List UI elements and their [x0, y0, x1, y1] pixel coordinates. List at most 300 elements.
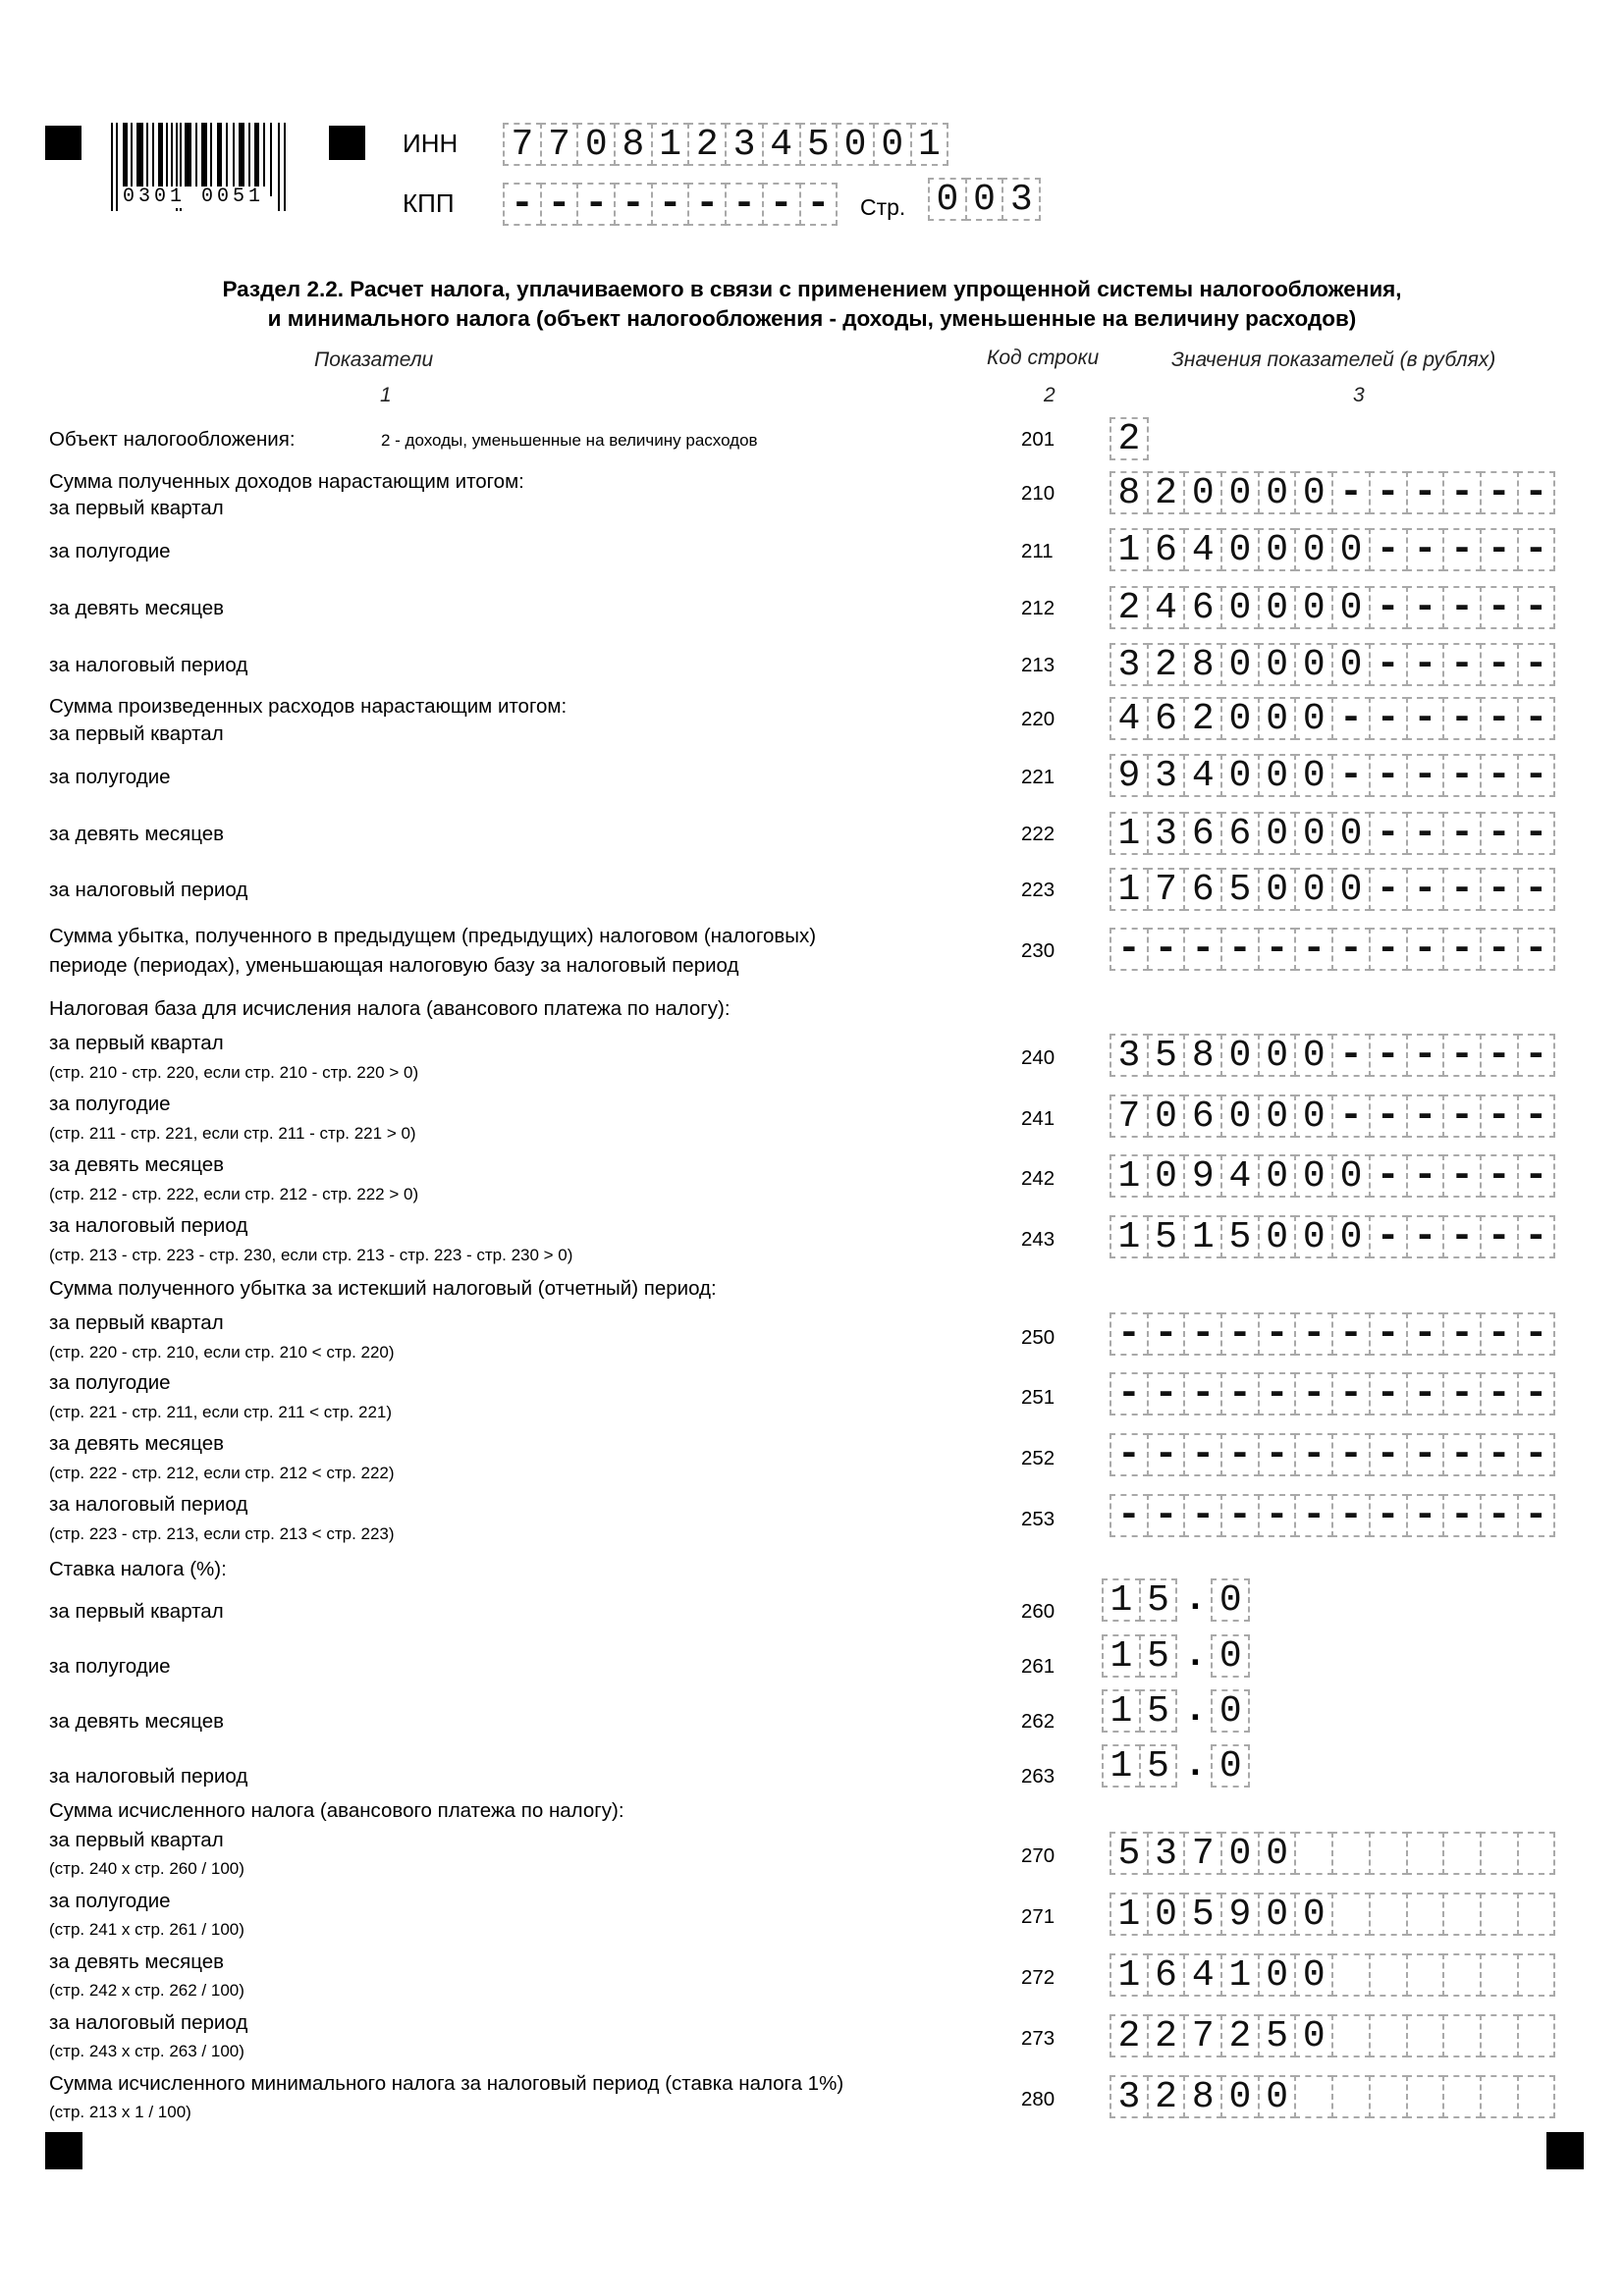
digit-cell[interactable]: 1: [1183, 1215, 1222, 1258]
value-field-280[interactable]: [1110, 2075, 1555, 2118]
value-field-230[interactable]: [1110, 928, 1555, 971]
digit-cell[interactable]: 4: [1147, 586, 1186, 629]
digit-cell[interactable]: 0: [1258, 754, 1297, 797]
digit-cell[interactable]: 7: [1147, 868, 1186, 911]
digit-cell[interactable]: -: [1442, 1433, 1482, 1476]
digit-cell[interactable]: -: [1110, 1312, 1149, 1356]
digit-cell[interactable]: -: [1369, 812, 1408, 855]
digit-cell[interactable]: -: [1220, 1312, 1260, 1356]
value-field-240[interactable]: [1110, 1034, 1555, 1077]
kpp-field[interactable]: [503, 183, 838, 226]
digit-cell[interactable]: 0: [1294, 1893, 1333, 1936]
digit-cell[interactable]: -: [1369, 1494, 1408, 1537]
digit-cell[interactable]: -: [1517, 928, 1556, 971]
digit-cell[interactable]: -: [687, 183, 727, 226]
digit-cell[interactable]: [1406, 2014, 1445, 2057]
digit-cell[interactable]: -: [1442, 1095, 1482, 1138]
digit-cell[interactable]: [1442, 2014, 1482, 2057]
digit-cell[interactable]: -: [1406, 868, 1445, 911]
digit-cell[interactable]: -: [1331, 471, 1371, 514]
digit-cell[interactable]: -: [1517, 1433, 1556, 1476]
digit-cell[interactable]: [1480, 2014, 1519, 2057]
digit-cell[interactable]: [1480, 1893, 1519, 1936]
digit-cell[interactable]: -: [1183, 1494, 1222, 1537]
digit-cell[interactable]: 1: [1110, 1953, 1149, 1997]
digit-cell[interactable]: -: [1480, 1034, 1519, 1077]
digit-cell[interactable]: 0: [1258, 1953, 1297, 1997]
digit-cell[interactable]: -: [1406, 528, 1445, 571]
digit-cell[interactable]: 0: [1294, 868, 1333, 911]
digit-cell[interactable]: -: [1517, 1312, 1556, 1356]
digit-cell[interactable]: -: [1369, 471, 1408, 514]
digit-cell[interactable]: -: [1369, 528, 1408, 571]
digit-cell[interactable]: 0: [1294, 697, 1333, 740]
digit-cell[interactable]: -: [1480, 928, 1519, 971]
digit-cell[interactable]: -: [1480, 1215, 1519, 1258]
digit-cell[interactable]: 8: [614, 123, 653, 166]
value-field-252[interactable]: [1110, 1433, 1555, 1476]
digit-cell[interactable]: [1517, 1953, 1556, 1997]
digit-cell[interactable]: 2: [1110, 417, 1149, 460]
digit-cell[interactable]: -: [1147, 1494, 1186, 1537]
digit-cell[interactable]: 0: [1258, 528, 1297, 571]
digit-cell[interactable]: -: [1406, 643, 1445, 686]
digit-cell[interactable]: -: [1517, 812, 1556, 855]
digit-cell[interactable]: -: [1294, 928, 1333, 971]
digit-cell[interactable]: -: [1442, 1154, 1482, 1198]
digit-cell[interactable]: 0: [965, 178, 1004, 221]
digit-cell[interactable]: 6: [1183, 868, 1222, 911]
digit-cell[interactable]: -: [1517, 1095, 1556, 1138]
digit-cell[interactable]: [1480, 1832, 1519, 1875]
digit-cell[interactable]: -: [540, 183, 579, 226]
digit-cell[interactable]: 4: [1110, 697, 1149, 740]
digit-cell[interactable]: -: [1480, 697, 1519, 740]
digit-cell[interactable]: 2: [1183, 697, 1222, 740]
digit-cell[interactable]: 8: [1183, 643, 1222, 686]
digit-cell[interactable]: -: [1220, 928, 1260, 971]
digit-cell[interactable]: 0: [1211, 1634, 1250, 1678]
digit-cell[interactable]: 0: [1258, 1832, 1297, 1875]
digit-cell[interactable]: [1442, 1953, 1482, 1997]
digit-cell[interactable]: -: [1258, 928, 1297, 971]
digit-cell[interactable]: 0: [1258, 2075, 1297, 2118]
rate-field-263[interactable]: [1102, 1744, 1250, 1788]
digit-cell[interactable]: -: [1183, 1372, 1222, 1415]
digit-cell[interactable]: 1: [910, 123, 949, 166]
digit-cell[interactable]: -: [1442, 643, 1482, 686]
digit-cell[interactable]: 0: [1220, 1095, 1260, 1138]
digit-cell[interactable]: 1: [651, 123, 690, 166]
digit-cell[interactable]: 1: [1102, 1634, 1141, 1678]
digit-cell[interactable]: [1369, 2075, 1408, 2118]
digit-cell[interactable]: -: [1258, 1494, 1297, 1537]
digit-cell[interactable]: -: [1480, 754, 1519, 797]
digit-cell[interactable]: -: [1517, 754, 1556, 797]
digit-cell[interactable]: -: [1480, 1372, 1519, 1415]
digit-cell[interactable]: 4: [762, 123, 801, 166]
digit-cell[interactable]: 2: [1220, 2014, 1260, 2057]
digit-cell[interactable]: -: [1331, 1494, 1371, 1537]
digit-cell[interactable]: 2: [687, 123, 727, 166]
digit-cell[interactable]: -: [576, 183, 616, 226]
digit-cell[interactable]: 0: [1294, 754, 1333, 797]
digit-cell[interactable]: -: [1480, 586, 1519, 629]
digit-cell[interactable]: 5: [1110, 1832, 1149, 1875]
digit-cell[interactable]: -: [1220, 1494, 1260, 1537]
digit-cell[interactable]: -: [1442, 1034, 1482, 1077]
digit-cell[interactable]: 7: [1183, 2014, 1222, 2057]
digit-cell[interactable]: 8: [1110, 471, 1149, 514]
digit-cell[interactable]: -: [651, 183, 690, 226]
digit-cell[interactable]: 0: [1331, 586, 1371, 629]
digit-cell[interactable]: 3: [1110, 643, 1149, 686]
digit-cell[interactable]: -: [1406, 928, 1445, 971]
digit-cell[interactable]: [1442, 1893, 1482, 1936]
digit-cell[interactable]: 5: [1220, 1215, 1260, 1258]
digit-cell[interactable]: -: [1369, 1154, 1408, 1198]
digit-cell[interactable]: 6: [1147, 528, 1186, 571]
digit-cell[interactable]: -: [1442, 812, 1482, 855]
digit-cell[interactable]: -: [1406, 586, 1445, 629]
value-field-250[interactable]: [1110, 1312, 1555, 1356]
digit-cell[interactable]: -: [1517, 1372, 1556, 1415]
value-field-213[interactable]: [1110, 643, 1555, 686]
digit-cell[interactable]: -: [1480, 1095, 1519, 1138]
digit-cell[interactable]: 9: [1220, 1893, 1260, 1936]
digit-cell[interactable]: 1: [1110, 1215, 1149, 1258]
digit-cell[interactable]: -: [1369, 586, 1408, 629]
digit-cell[interactable]: 5: [799, 123, 839, 166]
digit-cell[interactable]: -: [1369, 1312, 1408, 1356]
digit-cell[interactable]: -: [1294, 1494, 1333, 1537]
value-field-272[interactable]: [1110, 1953, 1555, 1997]
digit-cell[interactable]: [1331, 1893, 1371, 1936]
digit-cell[interactable]: -: [1147, 1433, 1186, 1476]
digit-cell[interactable]: -: [1442, 754, 1482, 797]
value-field-270[interactable]: [1110, 1832, 1555, 1875]
digit-cell[interactable]: 0: [1147, 1893, 1186, 1936]
digit-cell[interactable]: 0: [1220, 1832, 1260, 1875]
digit-cell[interactable]: -: [1406, 812, 1445, 855]
digit-cell[interactable]: -: [1442, 697, 1482, 740]
digit-cell[interactable]: -: [1517, 1034, 1556, 1077]
digit-cell[interactable]: 8: [1183, 2075, 1222, 2118]
digit-cell[interactable]: -: [614, 183, 653, 226]
digit-cell[interactable]: -: [1517, 697, 1556, 740]
digit-cell[interactable]: 0: [1294, 643, 1333, 686]
digit-cell[interactable]: [1517, 2014, 1556, 2057]
digit-cell[interactable]: 7: [540, 123, 579, 166]
digit-cell[interactable]: -: [1480, 868, 1519, 911]
digit-cell[interactable]: 0: [1331, 868, 1371, 911]
digit-cell[interactable]: 8: [1183, 1034, 1222, 1077]
digit-cell[interactable]: 0: [1220, 754, 1260, 797]
digit-cell[interactable]: -: [1369, 928, 1408, 971]
digit-cell[interactable]: [1517, 1832, 1556, 1875]
digit-cell[interactable]: 0: [1183, 471, 1222, 514]
digit-cell[interactable]: -: [762, 183, 801, 226]
digit-cell[interactable]: [1442, 1832, 1482, 1875]
digit-cell[interactable]: 1: [1102, 1578, 1141, 1622]
digit-cell[interactable]: [1480, 1953, 1519, 1997]
digit-cell[interactable]: -: [1331, 754, 1371, 797]
digit-cell[interactable]: 6: [1220, 812, 1260, 855]
digit-cell[interactable]: -: [1406, 754, 1445, 797]
digit-cell[interactable]: 0: [1258, 868, 1297, 911]
digit-cell[interactable]: 5: [1139, 1744, 1178, 1788]
digit-cell[interactable]: -: [1369, 1215, 1408, 1258]
digit-cell[interactable]: 3: [1110, 2075, 1149, 2118]
digit-cell[interactable]: -: [1517, 1154, 1556, 1198]
digit-cell[interactable]: 1: [1110, 1893, 1149, 1936]
digit-cell[interactable]: 3: [1147, 754, 1186, 797]
digit-cell[interactable]: 5: [1258, 2014, 1297, 2057]
digit-cell[interactable]: -: [799, 183, 839, 226]
digit-cell[interactable]: -: [1183, 1312, 1222, 1356]
digit-cell[interactable]: 5: [1139, 1689, 1178, 1733]
digit-cell[interactable]: 2: [1147, 2075, 1186, 2118]
digit-cell[interactable]: [1331, 1953, 1371, 1997]
digit-cell[interactable]: -: [1258, 1372, 1297, 1415]
digit-cell[interactable]: -: [1517, 528, 1556, 571]
digit-cell[interactable]: -: [1480, 1312, 1519, 1356]
digit-cell[interactable]: 3: [1110, 1034, 1149, 1077]
digit-cell[interactable]: -: [1442, 586, 1482, 629]
digit-cell[interactable]: 4: [1183, 1953, 1222, 1997]
value-field-241[interactable]: [1110, 1095, 1555, 1138]
digit-cell[interactable]: [1369, 1953, 1408, 1997]
digit-cell[interactable]: 2: [1110, 586, 1149, 629]
digit-cell[interactable]: -: [1220, 1372, 1260, 1415]
digit-cell[interactable]: 0: [873, 123, 912, 166]
digit-cell[interactable]: -: [1480, 1154, 1519, 1198]
digit-cell[interactable]: -: [503, 183, 542, 226]
digit-cell[interactable]: -: [1480, 812, 1519, 855]
digit-cell[interactable]: 0: [1258, 697, 1297, 740]
digit-cell[interactable]: -: [1331, 1433, 1371, 1476]
digit-cell[interactable]: 1: [1102, 1744, 1141, 1788]
digit-cell[interactable]: -: [1110, 1494, 1149, 1537]
digit-cell[interactable]: -: [1406, 1154, 1445, 1198]
digit-cell[interactable]: 0: [576, 123, 616, 166]
digit-cell[interactable]: -: [1406, 1215, 1445, 1258]
digit-cell[interactable]: 0: [1258, 1215, 1297, 1258]
digit-cell[interactable]: 0: [1220, 1034, 1260, 1077]
digit-cell[interactable]: -: [1406, 697, 1445, 740]
digit-cell[interactable]: [1331, 1832, 1371, 1875]
digit-cell[interactable]: -: [1258, 1312, 1297, 1356]
value-field-223[interactable]: [1110, 868, 1555, 911]
digit-cell[interactable]: 9: [1110, 754, 1149, 797]
digit-cell[interactable]: 0: [1331, 1215, 1371, 1258]
digit-cell[interactable]: [1480, 2075, 1519, 2118]
value-field-251[interactable]: [1110, 1372, 1555, 1415]
digit-cell[interactable]: [1369, 1893, 1408, 1936]
digit-cell[interactable]: 5: [1139, 1634, 1178, 1678]
digit-cell[interactable]: 0: [1331, 1154, 1371, 1198]
digit-cell[interactable]: 1: [1102, 1689, 1141, 1733]
digit-cell[interactable]: -: [1369, 1433, 1408, 1476]
digit-cell[interactable]: 0: [1220, 2075, 1260, 2118]
digit-cell[interactable]: 0: [1294, 1215, 1333, 1258]
digit-cell[interactable]: 0: [928, 178, 967, 221]
digit-cell[interactable]: -: [1406, 1095, 1445, 1138]
digit-cell[interactable]: 0: [1258, 1034, 1297, 1077]
digit-cell[interactable]: -: [1442, 1312, 1482, 1356]
digit-cell[interactable]: 6: [1147, 697, 1186, 740]
digit-cell[interactable]: -: [1369, 868, 1408, 911]
digit-cell[interactable]: [1406, 1953, 1445, 1997]
digit-cell[interactable]: 0: [1294, 1154, 1333, 1198]
digit-cell[interactable]: -: [1369, 697, 1408, 740]
digit-cell[interactable]: 0: [1220, 697, 1260, 740]
value-field-220[interactable]: [1110, 697, 1555, 740]
digit-cell[interactable]: 1: [1110, 868, 1149, 911]
digit-cell[interactable]: 1: [1220, 1953, 1260, 1997]
digit-cell[interactable]: -: [1331, 1312, 1371, 1356]
value-field-211[interactable]: [1110, 528, 1555, 571]
digit-cell[interactable]: 0: [1147, 1095, 1186, 1138]
digit-cell[interactable]: 0: [1258, 586, 1297, 629]
rate-field-262[interactable]: [1102, 1689, 1250, 1733]
digit-cell[interactable]: [1294, 1832, 1333, 1875]
digit-cell[interactable]: 0: [1258, 1154, 1297, 1198]
digit-cell[interactable]: -: [1369, 754, 1408, 797]
digit-cell[interactable]: -: [1369, 643, 1408, 686]
digit-cell[interactable]: 4: [1183, 528, 1222, 571]
digit-cell[interactable]: -: [1406, 1494, 1445, 1537]
digit-cell[interactable]: 2: [1110, 2014, 1149, 2057]
digit-cell[interactable]: 0: [1220, 528, 1260, 571]
value-field-222[interactable]: [1110, 812, 1555, 855]
digit-cell[interactable]: -: [1147, 928, 1186, 971]
digit-cell[interactable]: -: [1369, 1372, 1408, 1415]
digit-cell[interactable]: 4: [1183, 754, 1222, 797]
digit-cell[interactable]: 5: [1183, 1893, 1222, 1936]
digit-cell[interactable]: 0: [1294, 2014, 1333, 2057]
digit-cell[interactable]: -: [1517, 1215, 1556, 1258]
digit-cell[interactable]: [1406, 1893, 1445, 1936]
digit-cell[interactable]: -: [1406, 1433, 1445, 1476]
digit-cell[interactable]: -: [1442, 928, 1482, 971]
digit-cell[interactable]: -: [1110, 1372, 1149, 1415]
digit-cell[interactable]: [1406, 1832, 1445, 1875]
digit-cell[interactable]: -: [1183, 1433, 1222, 1476]
digit-cell[interactable]: [1406, 2075, 1445, 2118]
digit-cell[interactable]: 9: [1183, 1154, 1222, 1198]
value-field-210[interactable]: [1110, 471, 1555, 514]
rate-field-261[interactable]: [1102, 1634, 1250, 1678]
value-field-242[interactable]: [1110, 1154, 1555, 1198]
digit-cell[interactable]: -: [1480, 1494, 1519, 1537]
digit-cell[interactable]: 0: [1294, 1953, 1333, 1997]
digit-cell[interactable]: 0: [1258, 471, 1297, 514]
digit-cell[interactable]: 3: [1001, 178, 1041, 221]
digit-cell[interactable]: 0: [1147, 1154, 1186, 1198]
digit-cell[interactable]: 6: [1147, 1953, 1186, 1997]
digit-cell[interactable]: 0: [1220, 471, 1260, 514]
digit-cell[interactable]: -: [1406, 1312, 1445, 1356]
digit-cell[interactable]: 5: [1220, 868, 1260, 911]
digit-cell[interactable]: 3: [725, 123, 764, 166]
value-field-243[interactable]: [1110, 1215, 1555, 1258]
digit-cell[interactable]: 0: [1211, 1744, 1250, 1788]
digit-cell[interactable]: 5: [1147, 1215, 1186, 1258]
digit-cell[interactable]: 0: [1294, 528, 1333, 571]
digit-cell[interactable]: 1: [1110, 528, 1149, 571]
digit-cell[interactable]: -: [1147, 1372, 1186, 1415]
digit-cell[interactable]: -: [1406, 1034, 1445, 1077]
digit-cell[interactable]: -: [1442, 1494, 1482, 1537]
digit-cell[interactable]: 2: [1147, 2014, 1186, 2057]
digit-cell[interactable]: -: [1331, 1095, 1371, 1138]
digit-cell[interactable]: -: [1294, 1433, 1333, 1476]
digit-cell[interactable]: -: [1220, 1433, 1260, 1476]
digit-cell[interactable]: -: [1480, 643, 1519, 686]
digit-cell[interactable]: 5: [1139, 1578, 1178, 1622]
digit-cell[interactable]: 0: [1211, 1578, 1250, 1622]
digit-cell[interactable]: 7: [1110, 1095, 1149, 1138]
digit-cell[interactable]: -: [1517, 868, 1556, 911]
digit-cell[interactable]: -: [1406, 471, 1445, 514]
digit-cell[interactable]: 0: [1331, 812, 1371, 855]
digit-cell[interactable]: 0: [836, 123, 875, 166]
digit-cell[interactable]: 7: [1183, 1832, 1222, 1875]
digit-cell[interactable]: -: [1442, 1215, 1482, 1258]
digit-cell[interactable]: -: [1369, 1095, 1408, 1138]
digit-cell[interactable]: [1369, 2014, 1408, 2057]
digit-cell[interactable]: -: [1331, 928, 1371, 971]
page-number-field[interactable]: [928, 178, 1041, 221]
digit-cell[interactable]: [1517, 1893, 1556, 1936]
digit-cell[interactable]: 0: [1258, 1893, 1297, 1936]
value-field-273[interactable]: [1110, 2014, 1555, 2057]
digit-cell[interactable]: [1517, 2075, 1556, 2118]
digit-cell[interactable]: 0: [1258, 643, 1297, 686]
digit-cell[interactable]: [1442, 2075, 1482, 2118]
digit-cell[interactable]: -: [1369, 1034, 1408, 1077]
digit-cell[interactable]: -: [1331, 697, 1371, 740]
digit-cell[interactable]: -: [1480, 1433, 1519, 1476]
digit-cell[interactable]: [1331, 2014, 1371, 2057]
digit-cell[interactable]: 0: [1294, 1034, 1333, 1077]
rate-field-260[interactable]: [1102, 1578, 1250, 1622]
digit-cell[interactable]: -: [1517, 471, 1556, 514]
value-field-253[interactable]: [1110, 1494, 1555, 1537]
digit-cell[interactable]: 5: [1147, 1034, 1186, 1077]
digit-cell[interactable]: 6: [1183, 586, 1222, 629]
digit-cell[interactable]: -: [725, 183, 764, 226]
digit-cell[interactable]: 0: [1220, 643, 1260, 686]
digit-cell[interactable]: 0: [1331, 643, 1371, 686]
digit-cell[interactable]: -: [1294, 1372, 1333, 1415]
digit-cell[interactable]: 0: [1258, 812, 1297, 855]
digit-cell[interactable]: -: [1406, 1372, 1445, 1415]
digit-cell[interactable]: 0: [1331, 528, 1371, 571]
digit-cell[interactable]: 0: [1294, 586, 1333, 629]
digit-cell[interactable]: 0: [1258, 1095, 1297, 1138]
digit-cell[interactable]: -: [1517, 1494, 1556, 1537]
digit-cell[interactable]: 1: [1110, 1154, 1149, 1198]
digit-cell[interactable]: 2: [1147, 643, 1186, 686]
digit-cell[interactable]: 6: [1183, 812, 1222, 855]
digit-cell[interactable]: [1369, 1832, 1408, 1875]
digit-cell[interactable]: -: [1110, 928, 1149, 971]
value-field-221[interactable]: [1110, 754, 1555, 797]
digit-cell[interactable]: 3: [1147, 812, 1186, 855]
digit-cell[interactable]: -: [1442, 1372, 1482, 1415]
